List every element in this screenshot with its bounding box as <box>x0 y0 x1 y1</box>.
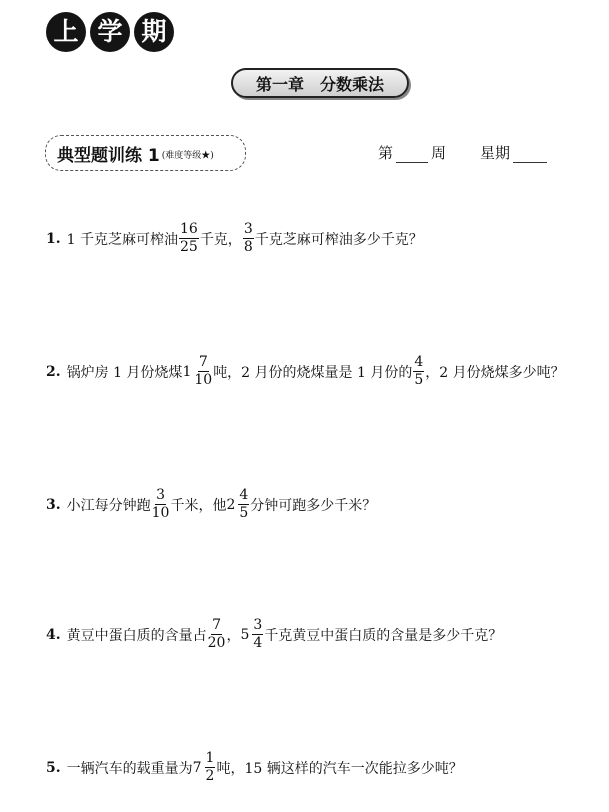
question-text: 分钟可跑多少千米？ <box>250 497 377 514</box>
question-text: 小江每分钟跑 <box>66 497 151 514</box>
question-number: 5. <box>46 759 61 776</box>
date-fill-line <box>378 142 550 163</box>
question-text: 锅炉房 1 月份烧煤 <box>66 364 183 381</box>
question-text: 一辆汽车的载重量为 <box>66 760 193 777</box>
denominator: 25 <box>179 239 198 255</box>
question-3 <box>46 487 376 522</box>
question-number: 3. <box>46 496 61 513</box>
week-suffix: 周 <box>431 144 447 162</box>
practice-title: 典型题训练 1 <box>57 145 160 166</box>
numerator: 1 <box>205 750 215 766</box>
fraction <box>243 221 254 256</box>
fraction <box>252 617 263 652</box>
question-text: 吨，2 月份的烧煤量是 1 月份的 <box>213 364 413 381</box>
question-text: 黄豆中蛋白质的含量占 <box>66 627 207 644</box>
numerator: 4 <box>239 487 249 503</box>
numerator: 3 <box>243 221 253 237</box>
term-char: 上 <box>46 12 86 52</box>
question-4 <box>46 617 502 652</box>
denominator: 2 <box>205 768 215 784</box>
whole-number: 5 <box>240 626 250 643</box>
term-badge <box>46 12 174 52</box>
denominator: 4 <box>253 635 263 651</box>
question-number: 4. <box>46 626 61 643</box>
chapter-title: 分数乘法 <box>320 74 385 94</box>
week-prefix: 第 <box>378 144 394 162</box>
question-text: 千克芝麻可榨油多少千克？ <box>254 231 423 248</box>
denominator: 20 <box>207 635 226 651</box>
denominator: 5 <box>239 505 249 521</box>
term-char: 学 <box>90 12 130 52</box>
fraction <box>208 617 226 652</box>
weekday-blank[interactable] <box>513 148 547 163</box>
question-text: ，2 月份烧煤多少吨？ <box>425 364 565 381</box>
fraction <box>413 354 424 389</box>
question-text: 千米，他 <box>170 497 227 514</box>
question-number: 2. <box>46 363 61 380</box>
question-1 <box>46 221 423 256</box>
numerator: 4 <box>414 354 424 370</box>
fraction <box>205 750 216 785</box>
fraction <box>194 354 212 389</box>
weekday-label: 星期 <box>480 144 511 162</box>
fraction <box>238 487 249 522</box>
numerator: 16 <box>179 221 198 237</box>
numerator: 7 <box>212 617 221 633</box>
numerator: 3 <box>156 487 165 503</box>
denominator: 10 <box>194 372 213 388</box>
question-number: 1. <box>46 230 61 247</box>
whole-number: 7 <box>192 759 202 776</box>
question-text: 吨，15 辆这样的汽车一次能拉多少吨？ <box>216 760 463 777</box>
denominator: 8 <box>243 239 253 255</box>
denominator: 5 <box>414 372 424 388</box>
whole-number: 2 <box>226 496 236 513</box>
denominator: 10 <box>151 505 170 521</box>
chapter-banner <box>231 68 409 98</box>
numerator: 7 <box>198 354 208 370</box>
difficulty-level: (难度等级★) <box>161 150 214 161</box>
week-blank[interactable] <box>396 148 428 163</box>
numerator: 3 <box>253 617 263 633</box>
question-text: 1 千克芝麻可榨油 <box>66 231 178 248</box>
question-text: 千克黄豆中蛋白质的含量是多少千克？ <box>264 627 503 644</box>
fraction <box>179 221 199 256</box>
question-text: 千克， <box>199 231 242 248</box>
question-5 <box>46 750 463 785</box>
question-2 <box>46 354 565 389</box>
whole-number: 1 <box>182 363 192 380</box>
question-text: ， <box>226 627 241 644</box>
chapter-number: 第一章 <box>255 74 304 94</box>
term-char: 期 <box>134 12 174 52</box>
practice-label <box>45 135 246 171</box>
fraction <box>152 487 170 522</box>
